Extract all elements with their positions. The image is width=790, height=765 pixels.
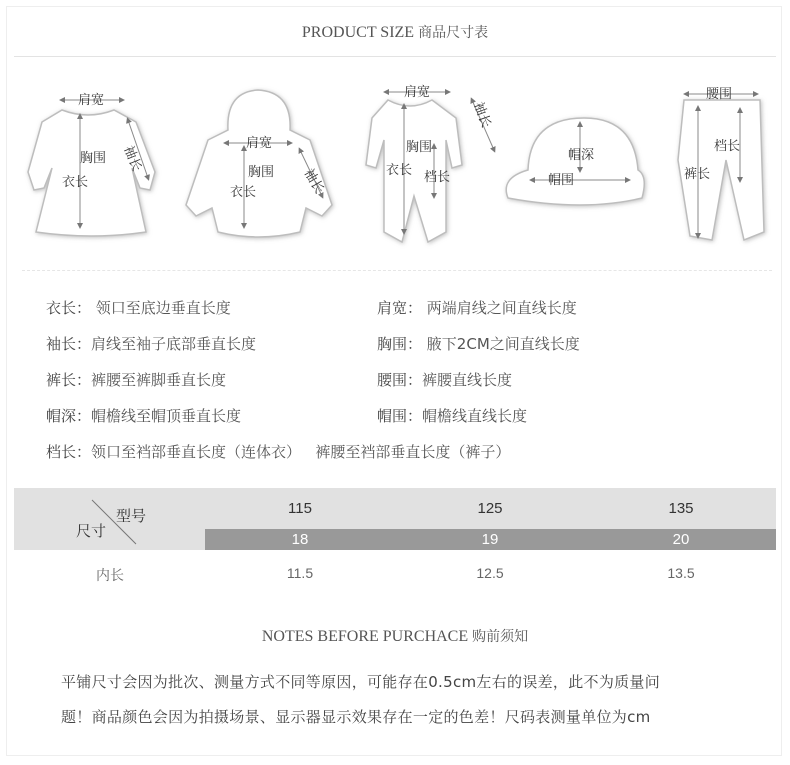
definition-sleeve: 袖长：肩线至袖子底部垂直长度 [46, 335, 257, 353]
romper-length-label: 衣长 [386, 163, 413, 178]
definition-hat-circumference: 帽围：帽檐线直线长度 [377, 407, 528, 425]
jacket-sleeve-label: 袖长 [300, 166, 327, 197]
size-value: 18 [291, 531, 309, 548]
jacket-chest-label: 胸围 [248, 165, 275, 180]
inner-length-value: 13.5 [667, 565, 695, 581]
dress-length-label: 衣长 [62, 175, 89, 190]
corner-model-label: 型号 [116, 507, 147, 525]
row-label-inner-length: 内长 [96, 567, 124, 583]
model-115: 115 [288, 500, 312, 517]
size-chart-title: PRODUCT SIZE 商品尺寸表 [301, 24, 489, 41]
definition-chest: 胸围： 腋下2CM之间直线长度 [377, 335, 580, 353]
hat-circumference-label: 帽围 [548, 173, 575, 188]
definition-crotch: 档长：领口至裆部垂直长度（连体衣） 裤腰至裆部垂直长度（裤子） [46, 443, 511, 461]
jacket-length-label: 衣长 [230, 185, 257, 200]
dress-sleeve-label: 袖长 [120, 143, 144, 174]
definition-length: 衣长： 领口至底边垂直长度 [46, 299, 231, 317]
dress-shoulder-label: 肩宽 [78, 93, 105, 108]
dress-chest-label: 胸围 [80, 151, 107, 166]
romper-chest-label: 胸围 [406, 140, 433, 155]
definition-pants-length: 裤长：裤腰至裤脚垂直长度 [46, 371, 227, 389]
inner-length-value: 12.5 [476, 565, 504, 581]
pants-crotch-label: 档长 [714, 139, 741, 154]
size-value: 19 [481, 531, 499, 548]
pants-waist-label: 腰围 [706, 87, 733, 102]
inner-length-value: 11.5 [286, 565, 314, 581]
notes-title: NOTES BEFORE PURCHACE 购前须知 [261, 628, 529, 645]
notes-line-2: 题！商品颜色会因为拍摄场景、显示器显示效果存在一定的色差！尺码表测量单位为cm [61, 708, 651, 726]
definition-hat-depth: 帽深：帽檐线至帽顶垂直长度 [46, 407, 242, 425]
corner-size-label: 尺寸 [76, 522, 107, 540]
pants-length-label: 裤长 [684, 167, 711, 182]
notes-line-1: 平铺尺寸会因为批次、测量方式不同等原因，可能存在0.5cm左右的误差，此不为质量问 [61, 673, 661, 691]
definition-waist: 腰围：裤腰直线长度 [377, 371, 513, 389]
model-125: 125 [477, 500, 503, 517]
romper-crotch-label: 档长 [424, 170, 451, 185]
romper-shoulder-label: 肩宽 [404, 85, 431, 100]
hat-depth-label: 帽深 [568, 148, 595, 163]
romper-sleeve-label: 袖长 [470, 100, 494, 130]
model-135: 135 [668, 500, 694, 517]
size-value: 20 [672, 531, 690, 548]
definition-shoulder: 肩宽： 两端肩线之间直线长度 [377, 299, 577, 317]
jacket-shoulder-label: 肩宽 [246, 136, 273, 151]
